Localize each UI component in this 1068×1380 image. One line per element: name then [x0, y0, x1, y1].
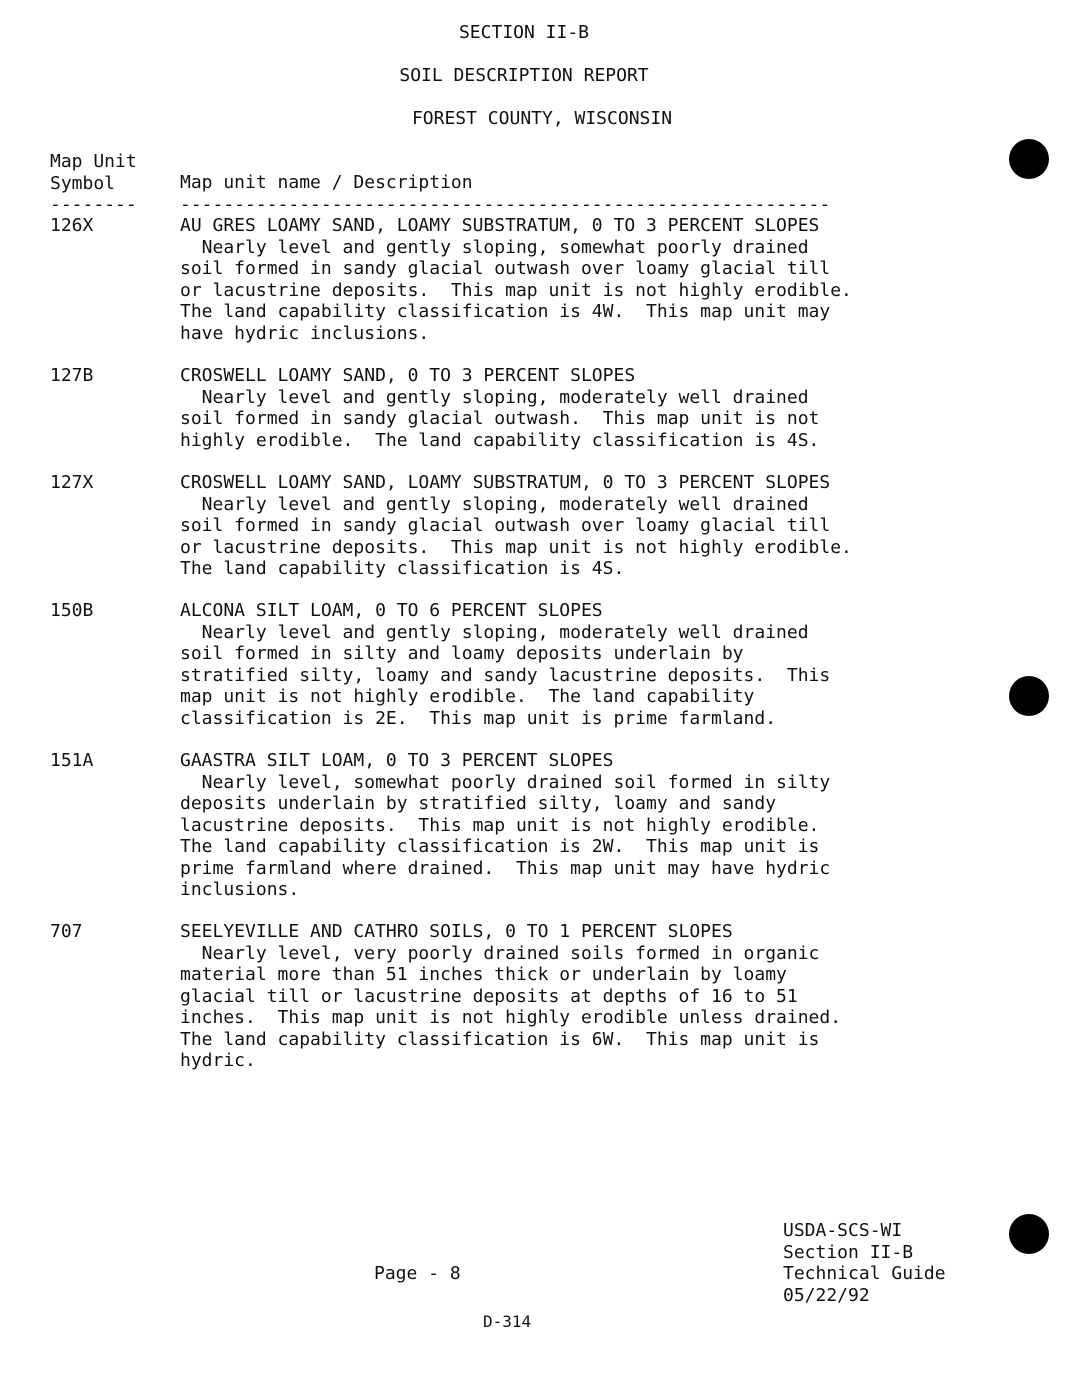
symbol-column-rule: -------- [50, 194, 137, 215]
map-unit-name: GAASTRA SILT LOAM, 0 TO 3 PERCENT SLOPES [180, 750, 614, 771]
column-header-description: Map unit name / Description [180, 172, 473, 193]
report-title: SOIL DESCRIPTION REPORT [399, 65, 649, 86]
map-unit-symbol: 127X [50, 472, 94, 493]
map-unit-symbol: 150B [50, 600, 94, 621]
column-header-symbol: Map Unit Symbol [50, 151, 137, 194]
map-unit-description: Nearly level and gently sloping, moderately well drained soil formed in silty and loamy deposits underlain by stratified silty, loamy and sandy lacustrine deposits. This map unit is not highly erodible. The land capability classification is 2E. This map unit is prime farmland. [180, 621, 831, 729]
map-unit-symbol: 127B [50, 365, 94, 386]
map-unit-description: Nearly level, very poorly drained soils formed in organic material more than 51 inches thick or underlain by loamy glacial till or lacustrine deposits at depths of 16 to 51 inches. This map unit is not highly erodible unless drained. The land capability classification is 6W. This map unit is hydric. [180, 942, 842, 1071]
binder-punch-hole [1009, 139, 1049, 179]
document-code: D-314 [483, 1312, 532, 1331]
map-unit-name: ALCONA SILT LOAM, 0 TO 6 PERCENT SLOPES [180, 600, 603, 621]
description-column-rule: ------------------------------------------------------------ [180, 194, 831, 215]
section-title: SECTION II-B [458, 22, 590, 43]
map-unit-symbol: 126X [50, 215, 94, 236]
map-unit-description: Nearly level and gently sloping, moderately well drained soil formed in sandy glacial outwash. This map unit is not highly erodible. The land capability classification is 4S. [180, 386, 820, 451]
map-unit-name: SEELYEVILLE AND CATHRO SOILS, 0 TO 1 PERCENT SLOPES [180, 921, 733, 942]
map-unit-name: AU GRES LOAMY SAND, LOAMY SUBSTRATUM, 0 TO 3 PERCENT SLOPES [180, 215, 820, 236]
map-unit-name: CROSWELL LOAMY SAND, 0 TO 3 PERCENT SLOPES [180, 365, 636, 386]
map-unit-description: Nearly level, somewhat poorly drained soil formed in silty deposits underlain by stratified silty, loamy and sandy lacustrine deposits. This map unit is not highly erodible. The land capability classification is 2W. This map unit is prime farmland where drained. This map unit may have hydric inclusions. [180, 771, 831, 900]
map-unit-symbol: 151A [50, 750, 94, 771]
binder-punch-hole [1009, 1214, 1049, 1254]
map-unit-name: CROSWELL LOAMY SAND, LOAMY SUBSTRATUM, 0 TO 3 PERCENT SLOPES [180, 472, 831, 493]
binder-punch-hole [1009, 676, 1049, 716]
map-unit-description: Nearly level and gently sloping, somewhat poorly drained soil formed in sandy glacial outwash over loamy glacial till or lacustrine deposits. This map unit is not highly erodible. The land capability classification is 4W. This map unit may have hydric inclusions. [180, 236, 852, 344]
county-title: FOREST COUNTY, WISCONSIN [411, 108, 673, 129]
page-number: Page - 8 [374, 1263, 461, 1284]
map-unit-description: Nearly level and gently sloping, moderately well drained soil formed in sandy glacial outwash over loamy glacial till or lacustrine deposits. This map unit is not highly erodible. The land capability classification is 4S. [180, 493, 852, 579]
map-unit-symbol: 707 [50, 921, 83, 942]
footer-reference-block: USDA-SCS-WI Section II-B Technical Guide 05/22/92 [783, 1220, 946, 1306]
